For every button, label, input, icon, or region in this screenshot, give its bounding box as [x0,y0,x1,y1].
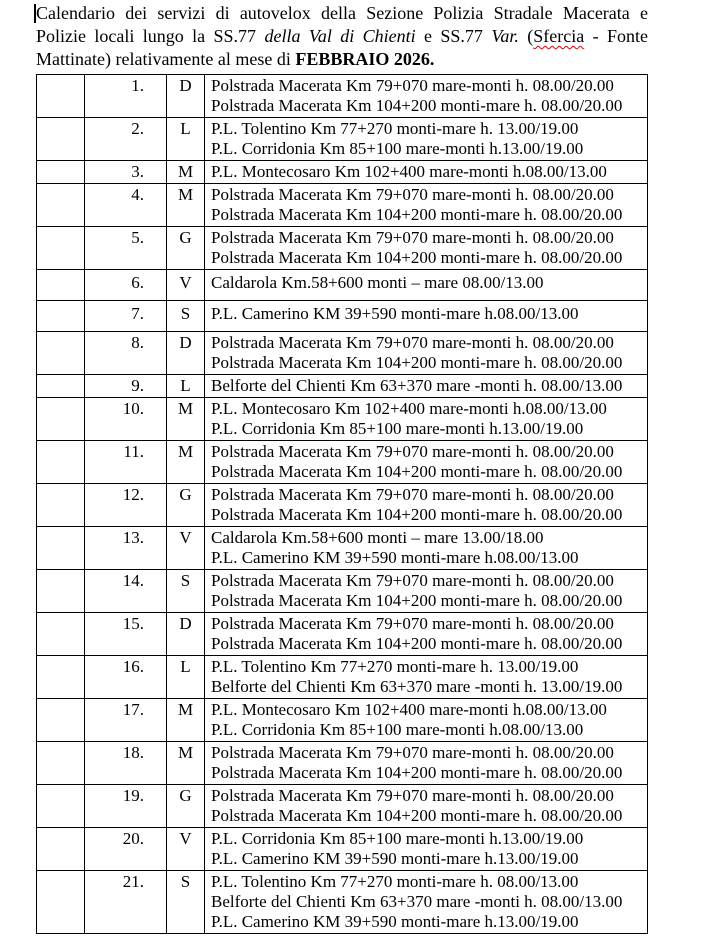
row-weekday-letter-cell: S [167,871,205,934]
row-day-number-cell: 15. [85,613,167,656]
row-day-number-cell: 10. [85,398,167,441]
row-margin-cell [37,871,85,934]
service-line: P.L. Corridonia Km 85+100 mare-monti h.13.00/19.00 [211,829,584,848]
row-margin-cell [37,484,85,527]
row-day-number-cell: 11. [85,441,167,484]
service-line: Polstrada Macerata Km 79+070 mare-monti h. 08.00/20.00 [211,614,614,633]
row-weekday-letter-cell: D [167,332,205,375]
service-line: Polstrada Macerata Km 79+070 mare-monti h. 08.00/20.00 [211,442,614,461]
table-row [37,828,648,871]
row-margin-cell [37,441,85,484]
row-weekday-letter-cell: G [167,227,205,270]
document-header [36,2,648,71]
service-line: Polstrada Macerata Km 104+200 monti-mare h. 08.00/20.00 [211,806,623,825]
table-row [37,270,648,301]
service-line: Polstrada Macerata Km 104+200 monti-mare h. 08.00/20.00 [211,763,623,782]
row-margin-cell [37,227,85,270]
service-line: P.L. Camerino KM 39+590 monti-mare h.13.00/19.00 [211,849,579,868]
row-services-cell [205,656,648,699]
text-cursor-caret [34,4,36,23]
service-line: P.L. Camerino KM 39+590 monti-mare h.13.00/19.00 [211,912,579,931]
row-services-cell [205,332,648,375]
service-line: Polstrada Macerata Km 79+070 mare-monti h. 08.00/20.00 [211,76,614,95]
service-line: Polstrada Macerata Km 104+200 monti-mare h. 08.00/20.00 [211,505,623,524]
row-day-number-cell: 9. [85,375,167,398]
row-services-cell [205,227,648,270]
service-line: Caldarola Km.58+600 monti – mare 13.00/18.00 [211,528,544,547]
service-line: P.L. Montecosaro Km 102+400 mare-monti h.08.00/13.00 [211,700,607,719]
row-weekday-letter-cell: V [167,270,205,301]
row-weekday-letter-cell: G [167,785,205,828]
table-row [37,613,648,656]
row-weekday-letter-cell: D [167,75,205,118]
service-line: Belforte del Chienti Km 63+370 mare -monti h. 08.00/13.00 [211,376,623,395]
row-weekday-letter-cell: M [167,184,205,227]
header-line-1 [36,2,648,25]
row-margin-cell [37,184,85,227]
row-day-number-cell: 7. [85,301,167,332]
service-line: Polstrada Macerata Km 79+070 mare-monti h. 08.00/20.00 [211,333,614,352]
row-weekday-letter-cell: L [167,656,205,699]
header-text: Mattinate) relativamente al mese di [36,49,296,69]
row-day-number-cell: 1. [85,75,167,118]
row-day-number-cell: 5. [85,227,167,270]
row-services-cell [205,301,648,332]
service-line: Caldarola Km.58+600 monti – mare 08.00/13.00 [211,273,544,292]
table-row [37,570,648,613]
service-line: P.L. Tolentino Km 77+270 monti-mare h. 13.00/19.00 [211,657,579,676]
service-line: Polstrada Macerata Km 104+200 monti-mare h. 08.00/20.00 [211,248,623,267]
service-calendar-table-body [37,75,648,934]
row-margin-cell [37,656,85,699]
table-row [37,332,648,375]
document-page[interactable] [36,2,648,934]
row-weekday-letter-cell: M [167,398,205,441]
row-day-number-cell: 4. [85,184,167,227]
row-weekday-letter-cell: G [167,484,205,527]
row-day-number-cell: 18. [85,742,167,785]
row-weekday-letter-cell: V [167,828,205,871]
row-margin-cell [37,270,85,301]
table-row [37,184,648,227]
row-services-cell [205,742,648,785]
row-day-number-cell: 2. [85,118,167,161]
table-row [37,699,648,742]
service-line: Polstrada Macerata Km 79+070 mare-monti h. 08.00/20.00 [211,571,614,590]
service-line: Polstrada Macerata Km 79+070 mare-monti h. 08.00/20.00 [211,786,614,805]
table-row [37,301,648,332]
row-day-number-cell: 17. [85,699,167,742]
service-line: Polstrada Macerata Km 104+200 monti-mare h. 08.00/20.00 [211,634,623,653]
row-day-number-cell: 19. [85,785,167,828]
row-margin-cell [37,75,85,118]
row-services-cell [205,699,648,742]
header-text: - Fonte [584,26,648,46]
table-row [37,441,648,484]
row-services-cell [205,75,648,118]
table-row [37,742,648,785]
row-margin-cell [37,742,85,785]
row-margin-cell [37,570,85,613]
row-services-cell [205,828,648,871]
header-text: ( [518,26,534,46]
service-line: Polstrada Macerata Km 104+200 monti-mare h. 08.00/20.00 [211,96,623,115]
table-row [37,785,648,828]
row-weekday-letter-cell: M [167,699,205,742]
row-day-number-cell: 3. [85,161,167,184]
service-line: P.L. Camerino KM 39+590 monti-mare h.08.00/13.00 [211,304,579,323]
service-line: Polstrada Macerata Km 79+070 mare-monti h. 08.00/20.00 [211,185,614,204]
row-services-cell [205,441,648,484]
row-day-number-cell: 8. [85,332,167,375]
row-margin-cell [37,785,85,828]
table-row [37,161,648,184]
row-margin-cell [37,527,85,570]
row-services-cell [205,184,648,227]
service-line: P.L. Tolentino Km 77+270 monti-mare h. 08.00/13.00 [211,872,579,891]
table-row [37,227,648,270]
table-row [37,75,648,118]
row-day-number-cell: 14. [85,570,167,613]
row-weekday-letter-cell: S [167,570,205,613]
row-services-cell [205,118,648,161]
row-day-number-cell: 12. [85,484,167,527]
table-row [37,656,648,699]
service-line: P.L. Montecosaro Km 102+400 mare-monti h.08.00/13.00 [211,399,607,418]
service-line: P.L. Corridonia Km 85+100 mare-monti h.08.00/13.00 [211,720,584,739]
row-weekday-letter-cell: L [167,118,205,161]
service-line: Polstrada Macerata Km 79+070 mare-monti h. 08.00/20.00 [211,743,614,762]
header-text-italic: della Val di Chienti [264,26,416,46]
row-margin-cell [37,828,85,871]
row-weekday-letter-cell: D [167,613,205,656]
misspelled-word: Sfercia [533,26,585,46]
table-row [37,375,648,398]
service-line: P.L. Tolentino Km 77+270 monti-mare h. 13.00/19.00 [211,119,579,138]
row-margin-cell [37,398,85,441]
row-weekday-letter-cell: M [167,441,205,484]
row-services-cell [205,484,648,527]
row-weekday-letter-cell: V [167,527,205,570]
row-margin-cell [37,118,85,161]
row-services-cell [205,270,648,301]
service-line: P.L. Camerino KM 39+590 monti-mare h.08.00/13.00 [211,548,579,567]
row-margin-cell [37,161,85,184]
row-margin-cell [37,613,85,656]
table-row [37,484,648,527]
row-margin-cell [37,332,85,375]
service-line: Belforte del Chienti Km 63+370 mare -monti h. 08.00/13.00 [211,892,623,911]
row-day-number-cell: 13. [85,527,167,570]
row-day-number-cell: 6. [85,270,167,301]
service-line: Polstrada Macerata Km 104+200 monti-mare h. 08.00/20.00 [211,353,623,372]
row-weekday-letter-cell: M [167,161,205,184]
row-services-cell [205,398,648,441]
table-row [37,398,648,441]
service-line: Polstrada Macerata Km 104+200 monti-mare h. 08.00/20.00 [211,591,623,610]
row-day-number-cell: 16. [85,656,167,699]
row-services-cell [205,613,648,656]
service-line: Belforte del Chienti Km 63+370 mare -monti h. 13.00/19.00 [211,677,623,696]
service-line: P.L. Corridonia Km 85+100 mare-monti h.13.00/19.00 [211,419,584,438]
row-weekday-letter-cell: L [167,375,205,398]
header-line-3 [36,48,648,71]
row-services-cell [205,527,648,570]
service-line: Polstrada Macerata Km 79+070 mare-monti h. 08.00/20.00 [211,485,614,504]
table-row [37,118,648,161]
header-text: Polizie locali lungo la SS.77 [36,26,265,46]
row-services-cell [205,570,648,613]
row-margin-cell [37,699,85,742]
header-text: Calendario dei servizi di autovelox della Sezione Polizia Stradale Macerata e [36,3,648,23]
row-services-cell [205,375,648,398]
row-day-number-cell: 20. [85,828,167,871]
header-text: e SS.77 [415,26,492,46]
service-line: Polstrada Macerata Km 79+070 mare-monti h. 08.00/20.00 [211,228,614,247]
row-margin-cell [37,301,85,332]
header-text-italic: Var. [491,26,519,46]
row-day-number-cell: 21. [85,871,167,934]
service-line: P.L. Corridonia Km 85+100 mare-monti h.13.00/19.00 [211,139,584,158]
row-margin-cell [37,375,85,398]
service-line: Polstrada Macerata Km 104+200 monti-mare h. 08.00/20.00 [211,462,623,481]
service-line: Polstrada Macerata Km 104+200 monti-mare h. 08.00/20.00 [211,205,623,224]
service-calendar-table [36,74,648,934]
row-weekday-letter-cell: S [167,301,205,332]
table-row [37,871,648,934]
row-services-cell [205,785,648,828]
row-services-cell [205,161,648,184]
header-line-2 [36,25,648,48]
row-weekday-letter-cell: M [167,742,205,785]
row-services-cell [205,871,648,934]
service-line: P.L. Montecosaro Km 102+400 mare-monti h.08.00/13.00 [211,162,607,181]
header-month-bold: FEBBRAIO 2026. [295,49,435,69]
table-row [37,527,648,570]
